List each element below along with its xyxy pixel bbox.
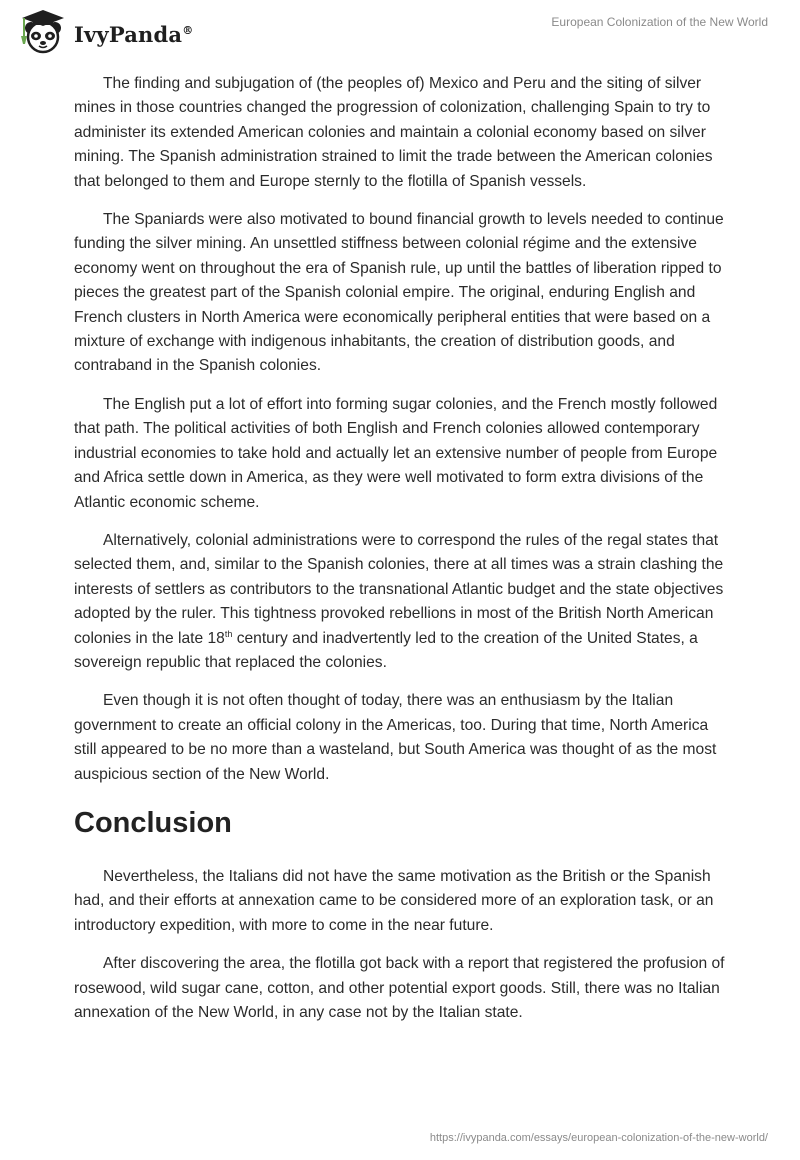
paragraph-text: Alternatively, colonial administrations were to correspond the rules of the regal states that selected them, and, similar to the Spanish colonies, there at all times was a strain clashing the interests of settlers as contributors to the transnational Atlantic budget and the state objectives adopted by the ruler. This tightness provoked rebellions in most of the British North American colonies in the late 18 bbox=[74, 531, 724, 647]
brand-name-text: IvyPanda bbox=[74, 21, 183, 47]
brand-logo[interactable] bbox=[14, 6, 193, 58]
document-title: European Colonization of the New World bbox=[551, 15, 768, 29]
panda-graduate-icon bbox=[14, 6, 72, 58]
section-heading-conclusion: Conclusion bbox=[74, 806, 232, 839]
body-paragraph: The Spaniards were also motivated to bound financial growth to levels needed to continue funding the silver mining. An unsettled stiffness between colonial régime and the extensive economy went on throughout the era of Spanish rule, up until the battles of liberation ripped to pieces the greatest part of the Spanish colonial empire. The original, enduring English and French clusters in North America were economically peripheral entities that were based on a mixture of exchange with indigenous inhabitants, the creation of distribution goods, and contraband in the Spanish colonies. bbox=[74, 211, 724, 375]
brand-name bbox=[74, 22, 193, 47]
conclusion-paragraph: Nevertheless, the Italians did not have the same motivation as the British or the Spanish had, and their efforts at annexation came to be considered more of an exploration task, or an introductory expedition, with more to come in the near future. bbox=[74, 867, 714, 934]
conclusion-paragraph: After discovering the area, the flotilla got back with a report that registered the profusion of rosewood, wild sugar cane, cotton, and other potential export goods. Still, there was no Italian annexation of the New World, in any case not by the Italian state. bbox=[74, 955, 725, 1021]
essay-body bbox=[74, 72, 734, 1039]
body-paragraph: Even though it is not often thought of today, there was an enthusiasm by the Italian government to create an official colony in the Americas, too. During that time, North America still appeared to be no more than a wasteland, but South America was thought of as the most auspicious section of the New World. bbox=[74, 692, 717, 783]
registered-mark: ® bbox=[182, 23, 194, 37]
body-paragraph: The finding and subjugation of (the peoples of) Mexico and Peru and the siting of silver mines in those countries changed the progression of colonization, challenging Spain to try to administer its extended American colonies and maintain a colonial economy based on silver mining. The Spanish administration strained to limit the trade between the American colonies that belonged to them and Europe sternly to the flotilla of Spanish vessels. bbox=[74, 75, 713, 190]
page-header bbox=[0, 0, 800, 70]
body-paragraph bbox=[74, 529, 734, 675]
paragraph-text: century and inadvertently led to the creation of the United States, a sovereign republic that replaced the colonies. bbox=[74, 629, 698, 671]
source-url[interactable]: https://ivypanda.com/essays/european-colonization-of-the-new-world/ bbox=[429, 1132, 768, 1144]
body-paragraph: The English put a lot of effort into forming sugar colonies, and the French mostly followed that path. The political activities of both English and French colonies allowed contemporary industrial economies to take hold and actually let an extensive number of people from Europe and Africa settle down in America, as they were well motivated to form extra divisions of the Atlantic economic scheme. bbox=[74, 395, 718, 511]
ordinal-superscript: th bbox=[224, 628, 233, 639]
